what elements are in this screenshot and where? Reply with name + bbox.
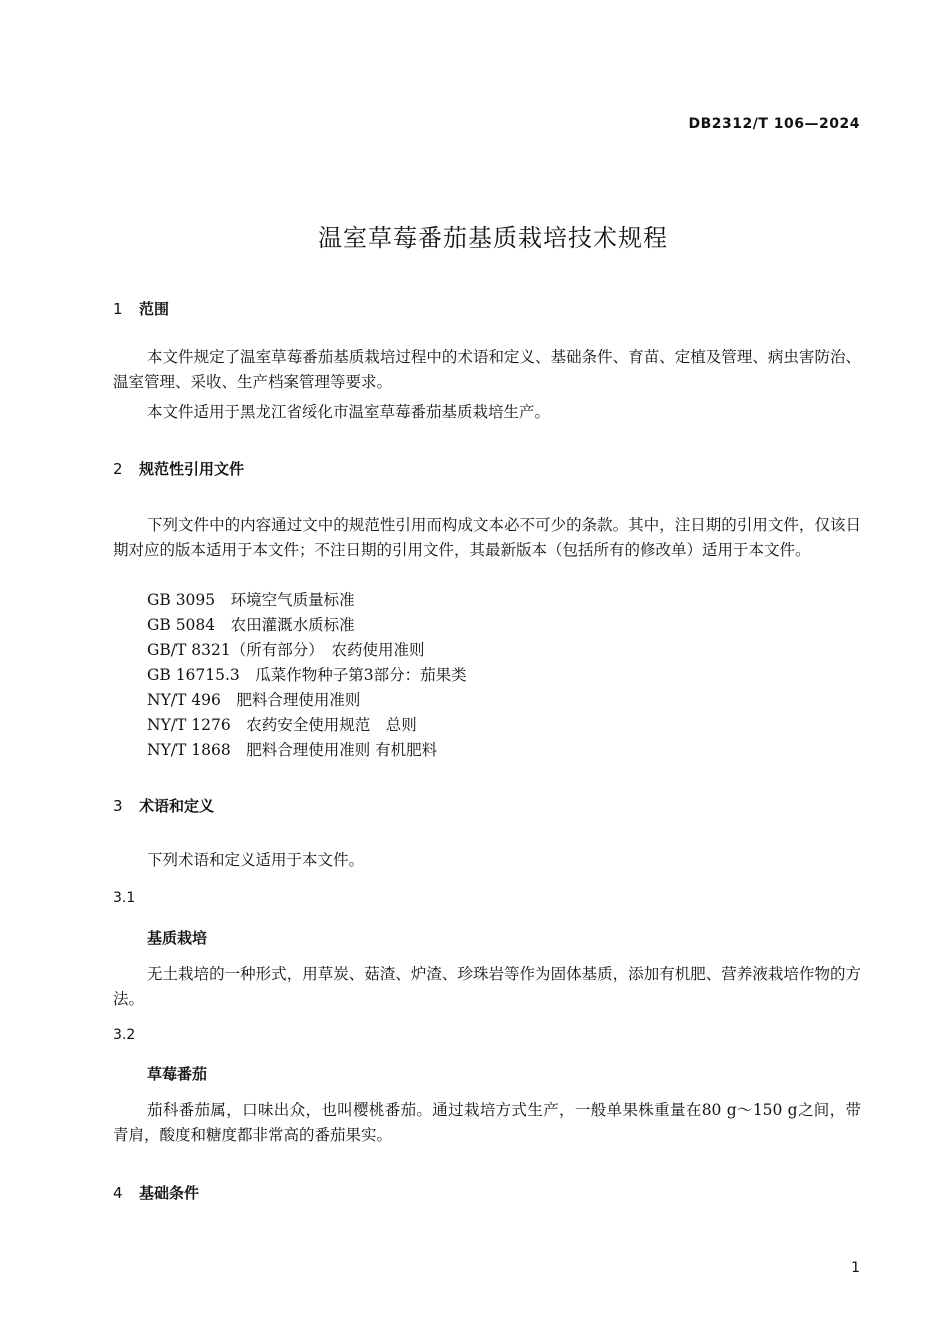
section-heading-normative-references: [113, 458, 861, 479]
section-title: 范围: [139, 300, 170, 318]
clause-number: 3.1: [113, 890, 136, 906]
paragraph: 下列术语和定义适用于本文件。: [147, 851, 365, 869]
section-heading-terms: [113, 795, 861, 816]
page-number: 1: [851, 1260, 860, 1276]
paragraph: 本文件规定了温室草莓番茄基质栽培过程中的术语和定义、基础条件、育苗、定植及管理、病虫害防治、温室管理、采收、生产档案管理等要求。: [113, 348, 861, 391]
paragraph: 下列文件中的内容通过文中的规范性引用而构成文本必不可少的条款。其中，注日期的引用文件，仅该日期对应的版本适用于本文件；不注日期的引用文件，其最新版本（包括所有的修改单）适用于本文件。: [113, 516, 861, 559]
section-number: 1: [113, 300, 123, 318]
reference-item: GB/T 8321（所有部分） 农药使用准则: [147, 641, 425, 659]
term-name: 基质栽培: [147, 929, 208, 947]
term-definition: 无土栽培的一种形式，用草炭、菇渣、炉渣、珍珠岩等作为固体基质，添加有机肥、营养液栽培作物的方法。: [113, 965, 861, 1008]
section-heading-scope: [113, 298, 861, 319]
reference-item: NY/T 1868 肥料合理使用准则 有机肥料: [147, 741, 438, 759]
document-title: 温室草莓番茄基质栽培技术规程: [318, 224, 668, 252]
reference-item: GB 16715.3 瓜菜作物种子第3部分：茄果类: [147, 666, 467, 684]
reference-item: NY/T 1276 农药安全使用规范 总则: [147, 716, 417, 734]
section-title: 规范性引用文件: [139, 460, 245, 478]
section-heading-basic-conditions: [113, 1182, 861, 1203]
reference-list: [113, 588, 861, 763]
clause-number: 3.2: [113, 1027, 136, 1043]
section-number: 4: [113, 1184, 123, 1202]
reference-item: NY/T 496 肥料合理使用准则: [147, 691, 361, 709]
section-title: 术语和定义: [139, 797, 215, 815]
paragraph: 本文件适用于黑龙江省绥化市温室草莓番茄基质栽培生产。: [147, 403, 551, 421]
section-number: 2: [113, 460, 123, 478]
section-number: 3: [113, 797, 123, 815]
term-name: 草莓番茄: [147, 1065, 208, 1083]
document-code: DB2312/T 106—2024: [688, 116, 860, 132]
section-title: 基础条件: [139, 1184, 200, 1202]
reference-item: GB 5084 农田灌溉水质标准: [147, 616, 355, 634]
reference-item: GB 3095 环境空气质量标准: [147, 591, 355, 609]
term-definition: 茄科番茄属，口味出众，也叫樱桃番茄。通过栽培方式生产，一般单果株重量在80 g～150 g之间，带青肩，酸度和糖度都非常高的番茄果实。: [113, 1101, 861, 1144]
